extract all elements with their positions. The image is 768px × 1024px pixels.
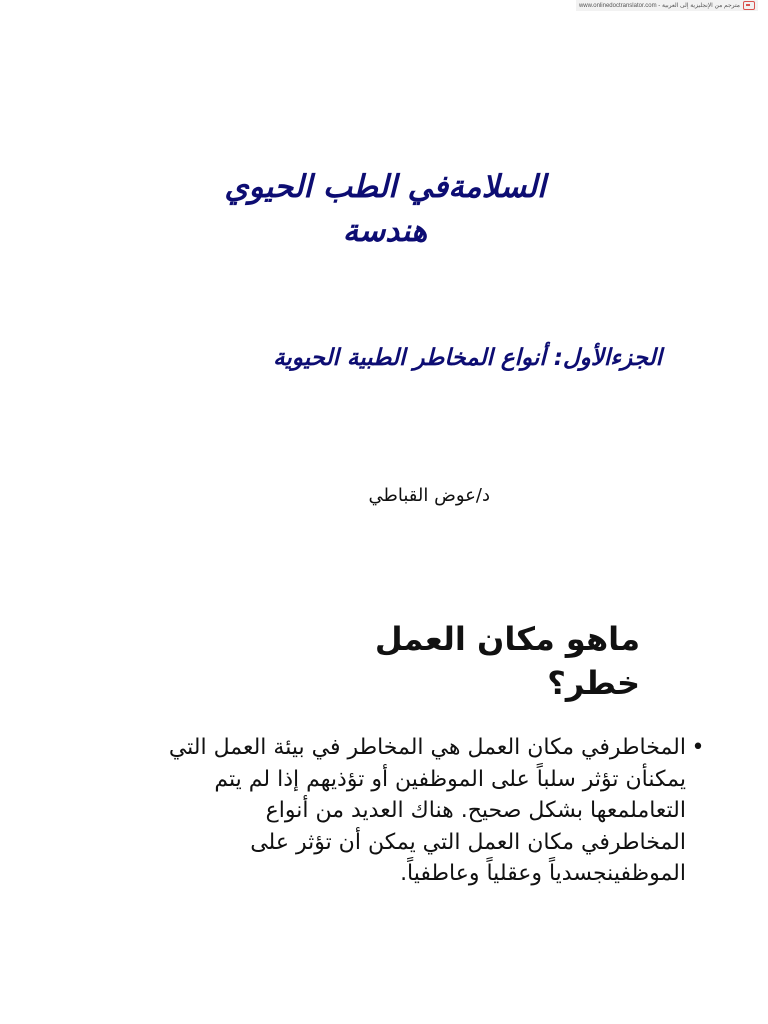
section-heading	[320, 617, 640, 705]
bullet-icon: •	[691, 735, 705, 760]
part-subtitle: الجزءالأول: أنواع المخاطر الطبية الحيوية	[273, 345, 662, 371]
page-title	[140, 165, 630, 253]
bullet-paragraph	[60, 732, 710, 890]
watermark-text: www.onlinedoctranslator.com - مترجم من الإنجليزية إلى العربية	[578, 3, 740, 9]
translator-watermark[interactable]	[576, 0, 758, 11]
title-line-1: السلامةفي الطب الحيوي	[224, 169, 546, 205]
document-logo-icon	[743, 1, 755, 10]
heading-line-1: ماهو مكان العمل	[374, 620, 640, 658]
bullet-line: التعاملمعها بشكل صحيح. هناك العديد من أنواع	[265, 798, 686, 823]
author-name: د/عوض القباطي	[368, 485, 490, 506]
title-line-2: هندسة	[342, 213, 428, 249]
bullet-line: الموظفينجسدياً وعقلياً وعاطفياً.	[400, 861, 686, 886]
bullet-line: المخاطرفي مكان العمل التي يمكن أن تؤثر على	[250, 829, 686, 855]
bullet-line: يمكنأن تؤثر سلباً على الموظفين أو تؤذيهم إذا لم يتم	[214, 766, 686, 792]
bullet-text	[60, 732, 686, 890]
heading-line-2: خطر؟	[547, 664, 640, 702]
bullet-line: المخاطرفي مكان العمل هي المخاطر في بيئة العمل التي	[168, 735, 686, 760]
